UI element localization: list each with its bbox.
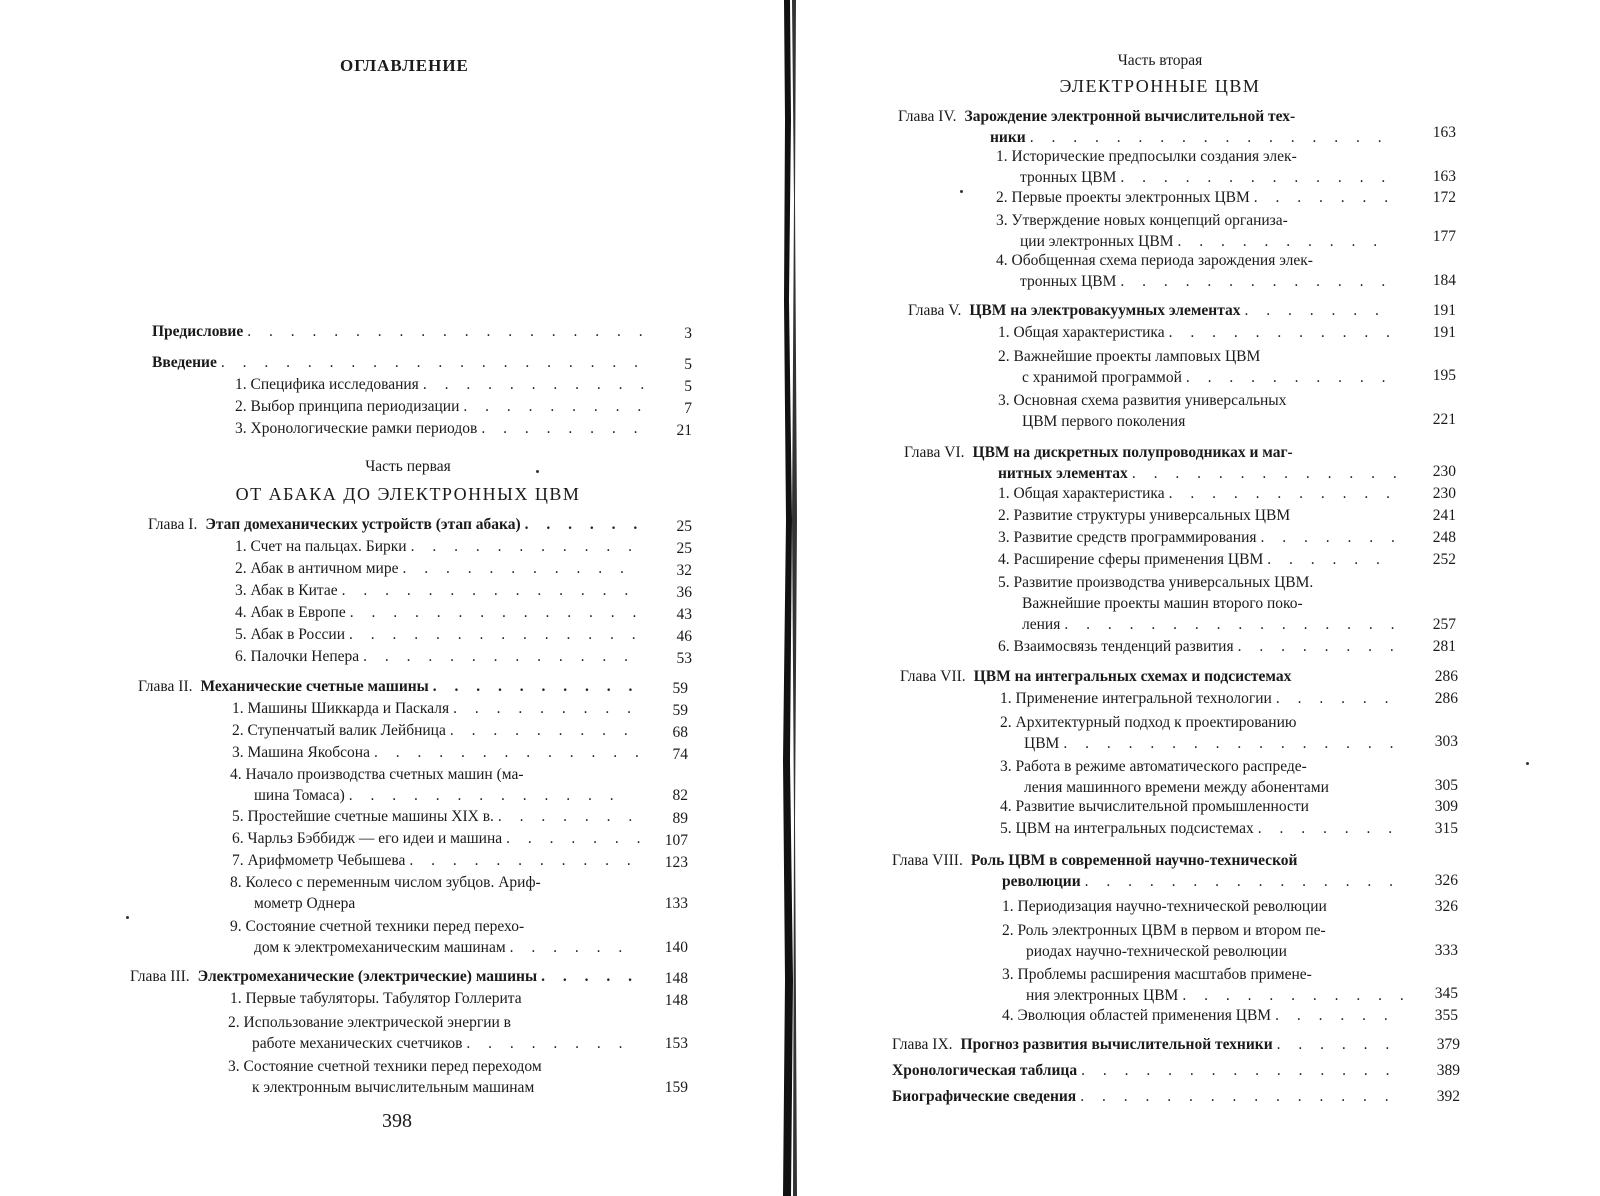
- toc-label: 1. Специфика исследования: [235, 376, 419, 393]
- toc-label: 1. Общая характеристика: [998, 324, 1165, 341]
- toc-label-line1: 8. Колесо с переменным числом зубцов. Ариф-: [230, 874, 541, 891]
- toc-label-line2: тронных ЦВМ: [1020, 169, 1117, 186]
- toc-label: Биографические сведения: [892, 1088, 1077, 1105]
- leader-dots: [433, 678, 640, 696]
- toc-chapter-3[interactable]: [130, 968, 644, 986]
- chapter-prefix: Глава VIII.: [892, 852, 963, 869]
- toc-label-line1: 2. Архитектурный подход к проектированию: [1000, 714, 1297, 731]
- leader-dots: [1245, 302, 1396, 320]
- leader-dots: [1169, 485, 1396, 503]
- toc-label-line1: 4. Начало производства счетных машин (ма-: [230, 766, 524, 783]
- toc-entry[interactable]: [235, 538, 644, 556]
- toc-label: 5. Абак в России: [235, 626, 345, 643]
- leader-dots: [1120, 271, 1396, 292]
- toc-label-line1: 3. Утверждение новых концепций организа-: [996, 212, 1288, 229]
- toc-label-line2: ления машинного времени между абонентами: [1024, 779, 1329, 796]
- toc-label: 3. Развитие средств программирования: [998, 529, 1257, 546]
- chapter-title-line2: нитных элементах: [998, 465, 1128, 482]
- leader-dots: [1275, 1007, 1404, 1025]
- toc-entry-chronology[interactable]: [892, 1062, 1408, 1080]
- chapter-prefix: Глава III.: [130, 968, 190, 985]
- toc-label: 4. Абак в Европе: [235, 604, 346, 621]
- toc-label: 6. Взаимосвязь тенденций развития: [998, 638, 1234, 655]
- toc-label: Хронологическая таблица: [892, 1062, 1078, 1079]
- contents-title: ОГЛАВЛЕНИЕ: [340, 56, 469, 75]
- leader-dots: [1261, 529, 1396, 547]
- chapter-title-line2: ники: [990, 129, 1026, 146]
- toc-page: 36: [676, 584, 692, 601]
- toc-entry[interactable]: [232, 830, 644, 848]
- toc-entry[interactable]: [235, 376, 652, 394]
- toc-page: 140: [664, 939, 688, 956]
- leader-dots: [450, 722, 640, 740]
- toc-page: 230: [1432, 463, 1456, 480]
- toc-label-line2: Важнейшие проекты машин второго поко-: [1022, 595, 1303, 612]
- toc-label: 1. Применение интегральной технологии: [1000, 690, 1272, 707]
- toc-label: 2. Выбор принципа периодизации: [235, 398, 460, 415]
- toc-label: 6. Палочки Непера: [235, 648, 360, 665]
- toc-page: 153: [664, 1035, 688, 1052]
- toc-page: 257: [1432, 616, 1456, 633]
- toc-entry-multiline[interactable]: [1002, 920, 1408, 962]
- toc-page: 163: [1432, 168, 1456, 185]
- toc-label: 1. Общая характеристика: [998, 485, 1165, 502]
- toc-page: 53: [676, 650, 692, 667]
- toc-entry[interactable]: [998, 324, 1400, 342]
- toc-label: 7. Арифмометр Чебышева: [232, 852, 406, 869]
- toc-label-line1: 2. Важнейшие проекты ламповых ЦВМ: [998, 348, 1261, 365]
- chapter-title: Этап домеханических устройств (этап абака): [205, 516, 521, 533]
- toc-entry[interactable]: [235, 420, 652, 438]
- scan-speck: [126, 916, 129, 919]
- toc-label: 1. Периодизация научно-технической революции: [1002, 898, 1327, 915]
- leader-dots: [1177, 231, 1396, 252]
- toc-label-line2: ния электронных ЦВМ: [1026, 987, 1179, 1004]
- toc-chapter-1[interactable]: [148, 516, 644, 534]
- leader-dots: [411, 538, 640, 556]
- toc-entry[interactable]: [232, 852, 644, 870]
- leader-dots: [1258, 820, 1404, 838]
- chapter-title-line1: Зарождение электронной вычислительной тех-: [964, 108, 1296, 125]
- toc-entry-multiline[interactable]: [230, 872, 634, 914]
- chapter-prefix: Глава V.: [908, 302, 962, 319]
- toc-entry[interactable]: [232, 700, 644, 718]
- toc-entry-multiline[interactable]: [998, 572, 1400, 635]
- toc-page: 389: [1436, 1062, 1460, 1079]
- chapter-prefix: Глава IV.: [898, 108, 957, 125]
- toc-label: 4. Эволюция областей применения ЦВМ: [1002, 1007, 1272, 1024]
- right-page: [800, 0, 1600, 1196]
- leader-dots: [1081, 1062, 1404, 1080]
- chapter-prefix: Глава II.: [138, 678, 193, 695]
- toc-label-line2: шина Томаса): [254, 787, 345, 804]
- toc-page: 305: [1434, 777, 1458, 794]
- leader-dots: [1169, 324, 1396, 342]
- toc-page: 345: [1434, 985, 1458, 1002]
- toc-page: 59: [672, 702, 688, 719]
- toc-label: 1. Первые табуляторы. Табулятор Голлерита: [230, 990, 522, 1007]
- leader-dots: [1182, 985, 1404, 1006]
- toc-entry[interactable]: [235, 398, 652, 416]
- toc-label: 6. Чарльз Бэббидж — его идеи и машина: [232, 830, 503, 847]
- toc-page: 286: [1434, 668, 1458, 685]
- leader-dots: [1120, 167, 1396, 188]
- toc-label-line2: ции электронных ЦВМ: [1020, 233, 1174, 250]
- toc-label: 1. Счет на пальцах. Бирки: [235, 538, 407, 555]
- toc-entry-multiline[interactable]: [996, 250, 1400, 292]
- toc-page: 241: [1432, 507, 1456, 524]
- left-page: [0, 0, 780, 1196]
- toc-entry-multiline[interactable]: [998, 346, 1400, 388]
- part-title: ОТ АБАКА ДО ЭЛЕКТРОННЫХ ЦВМ: [235, 484, 581, 504]
- toc-page: 82: [672, 787, 688, 804]
- leader-dots: [1276, 690, 1404, 708]
- toc-page: 5: [684, 378, 692, 395]
- toc-page: 172: [1432, 189, 1456, 206]
- toc-entry[interactable]: [998, 507, 1400, 525]
- chapter-title: ЦВМ на интегральных схемах и подсистемах: [973, 668, 1292, 685]
- leader-dots: [363, 648, 640, 666]
- toc-label-line1: 2. Использование электрической энергии в: [228, 1014, 511, 1031]
- part-title: ЭЛЕКТРОННЫЕ ЦВМ: [1059, 76, 1261, 96]
- toc-entry[interactable]: [235, 582, 644, 600]
- toc-page: 25: [676, 518, 692, 535]
- toc-label-line1: 3. Состояние счетной техники перед переходом: [228, 1058, 542, 1075]
- leader-dots: [466, 1033, 630, 1054]
- toc-entry[interactable]: [1000, 820, 1408, 838]
- toc-label-line2: ЦВМ первого поколения: [1022, 413, 1186, 430]
- leader-dots: [525, 516, 640, 534]
- chapter-title: ЦВМ на электровакуумных элементах: [969, 302, 1241, 319]
- leader-dots: [350, 604, 640, 622]
- toc-entry[interactable]: [998, 529, 1400, 547]
- toc-page: 303: [1434, 733, 1458, 750]
- toc-label: 4. Расширение сферы применения ЦВМ: [998, 551, 1264, 568]
- toc-page: 43: [676, 606, 692, 623]
- toc-page: 89: [672, 810, 688, 827]
- chapter-title: Механические счетные машины: [200, 678, 429, 695]
- book-gutter: [778, 0, 802, 1196]
- leader-dots: [541, 968, 640, 986]
- toc-page: 7: [684, 400, 692, 417]
- toc-label-line2: работе механических счетчиков: [252, 1035, 463, 1052]
- leader-dots: [1186, 367, 1396, 388]
- toc-entry-multiline[interactable]: [230, 916, 634, 958]
- chapter-prefix: Глава IX.: [892, 1036, 953, 1053]
- toc-page: 59: [672, 680, 688, 697]
- toc-chapter-8[interactable]: [892, 850, 1408, 892]
- leader-dots: [481, 420, 648, 438]
- leader-dots: [423, 376, 648, 394]
- toc-page: 326: [1434, 898, 1458, 915]
- toc-entry[interactable]: [998, 638, 1400, 656]
- scan-speck: [960, 190, 963, 193]
- toc-label: 2. Первые проекты электронных ЦВМ: [996, 189, 1250, 206]
- chapter-title-line1: ЦВМ на дискретных полупроводниках и маг-: [972, 444, 1293, 461]
- toc-page: 123: [664, 854, 688, 871]
- leader-dots: [1030, 127, 1396, 148]
- toc-page: 281: [1432, 638, 1456, 655]
- toc-page: 5: [684, 356, 692, 373]
- toc-page: 159: [664, 1079, 688, 1096]
- toc-label-line1: 9. Состояние счетной техники перед перехо-: [230, 918, 525, 935]
- toc-page: 286: [1434, 690, 1458, 707]
- leader-dots: [342, 582, 640, 600]
- leader-dots: [1238, 638, 1396, 656]
- toc-label: 4. Развитие вычислительной промышленности: [1000, 798, 1309, 815]
- toc-entry-multiline[interactable]: [1000, 712, 1408, 754]
- leader-dots: [1277, 1036, 1404, 1054]
- toc-entry[interactable]: [235, 604, 644, 622]
- leader-dots: [1254, 189, 1396, 207]
- toc-page: 32: [676, 562, 692, 579]
- leader-dots: [453, 700, 640, 718]
- leader-dots: [409, 852, 640, 870]
- leader-dots: [247, 323, 648, 341]
- toc-entry-multiline[interactable]: [998, 390, 1400, 432]
- toc-entry[interactable]: [230, 990, 634, 1008]
- leader-dots: [374, 744, 640, 762]
- toc-page: 191: [1432, 302, 1456, 319]
- toc-entry[interactable]: [1000, 690, 1408, 708]
- toc-page: 107: [664, 832, 688, 849]
- toc-label-line2: ЦВМ: [1024, 735, 1060, 752]
- toc-label-line1: 1. Исторические предпосылки создания элек-: [996, 148, 1297, 165]
- toc-page: 148: [664, 970, 688, 987]
- toc-label-line1: 3. Основная схема развития универсальных: [998, 392, 1287, 409]
- part-heading: Часть первая: [365, 458, 451, 475]
- toc-page: 355: [1434, 1007, 1458, 1024]
- toc-entry[interactable]: [235, 560, 644, 578]
- toc-entry[interactable]: [996, 189, 1400, 207]
- toc-page: 315: [1434, 820, 1458, 837]
- toc-label: 3. Абак в Китае: [235, 582, 338, 599]
- toc-label: 5. ЦВМ на интегральных подсистемах: [1000, 820, 1254, 837]
- toc-entry[interactable]: [1002, 898, 1408, 916]
- chapter-title: Электромеханические (электрические) машины: [197, 968, 538, 985]
- leader-dots: [1132, 463, 1396, 484]
- toc-page: 333: [1434, 942, 1458, 959]
- toc-entry[interactable]: [1002, 1007, 1408, 1025]
- toc-label-line2: с хранимой программой: [1022, 369, 1182, 386]
- toc-page: 74: [672, 746, 688, 763]
- toc-page: 3: [684, 325, 692, 342]
- toc-label: Предисловие: [152, 323, 244, 340]
- toc-entry-multiline[interactable]: [228, 1056, 634, 1098]
- leader-dots: [349, 785, 630, 806]
- toc-label: 5. Простейшие счетные машины XIX в.: [232, 808, 494, 825]
- toc-page: 221: [1432, 411, 1456, 428]
- toc-label-line1: 2. Роль электронных ЦВМ в первом и втором пе-: [1002, 922, 1326, 939]
- chapter-title: Прогноз развития вычислительной техники: [960, 1036, 1273, 1053]
- toc-entry-multiline[interactable]: [228, 1012, 634, 1054]
- chapter-prefix: Глава VI.: [904, 444, 965, 461]
- toc-entry[interactable]: [232, 722, 644, 740]
- toc-label: 2. Абак в античном мире: [235, 560, 399, 577]
- toc-label: 3. Машина Якобсона: [232, 744, 370, 761]
- chapter-title-line2: революции: [1002, 873, 1081, 890]
- toc-label-line2: к электронным вычислительным машинам: [252, 1079, 535, 1096]
- leader-dots: [1063, 733, 1404, 754]
- toc-chapter-9[interactable]: [892, 1036, 1408, 1054]
- toc-label-line2: мометр Однера: [254, 895, 356, 912]
- toc-chapter-7[interactable]: [900, 668, 1408, 686]
- toc-page: 177: [1432, 228, 1456, 245]
- leader-dots: [1064, 614, 1396, 635]
- toc-entry-multiline[interactable]: [996, 210, 1400, 252]
- toc-entry-biographies[interactable]: [892, 1088, 1408, 1106]
- toc-entry[interactable]: [998, 551, 1400, 569]
- leader-dots: [463, 398, 648, 416]
- toc-label-line1: 3. Работа в режиме автоматического распреде-: [1000, 758, 1307, 775]
- toc-label-line3: ления: [1022, 616, 1061, 633]
- toc-entry-intro[interactable]: [152, 354, 652, 372]
- toc-entry[interactable]: [1000, 798, 1408, 816]
- toc-page: 21: [676, 422, 692, 439]
- toc-chapter-4[interactable]: [898, 106, 1400, 148]
- part-heading: Часть вторая: [1117, 52, 1203, 69]
- leader-dots: [349, 626, 640, 644]
- chapter-prefix: Глава I.: [148, 516, 198, 533]
- toc-label-line2: риодах научно-технической революции: [1026, 943, 1287, 960]
- chapter-title-line1: Роль ЦВМ в современной научно-технической: [970, 852, 1298, 869]
- toc-entry[interactable]: [232, 808, 644, 826]
- toc-entry-preface[interactable]: [152, 323, 652, 341]
- toc-page: 392: [1436, 1088, 1460, 1105]
- toc-page: 191: [1432, 324, 1456, 341]
- toc-entry-multiline[interactable]: [996, 146, 1400, 188]
- toc-entry[interactable]: [998, 485, 1400, 503]
- toc-page: 248: [1432, 529, 1456, 546]
- toc-entry[interactable]: [235, 648, 644, 666]
- toc-page: 25: [676, 540, 692, 557]
- scan-speck: [1526, 762, 1529, 765]
- scan-speck: [536, 470, 539, 473]
- toc-page: 379: [1436, 1036, 1460, 1053]
- toc-page: 68: [672, 724, 688, 741]
- leader-dots: [510, 937, 630, 958]
- toc-page: 195: [1432, 367, 1456, 384]
- toc-page: 230: [1432, 485, 1456, 502]
- toc-entry[interactable]: [235, 626, 644, 644]
- toc-entry-multiline[interactable]: [1002, 964, 1408, 1006]
- toc-page: 133: [664, 895, 688, 912]
- toc-chapter-6[interactable]: [904, 442, 1400, 484]
- toc-label: 2. Развитие структуры универсальных ЦВМ: [998, 507, 1291, 524]
- leader-dots: [1085, 871, 1404, 892]
- toc-label: 2. Ступенчатый валик Лейбница: [232, 722, 446, 739]
- toc-chapter-2[interactable]: [138, 678, 644, 696]
- toc-chapter-5[interactable]: [908, 302, 1400, 320]
- toc-page: 309: [1434, 798, 1458, 815]
- toc-label: Введение: [152, 354, 217, 371]
- toc-label-line1: 4. Обобщенная схема периода зарождения элек-: [996, 252, 1313, 269]
- toc-page: 148: [664, 992, 688, 1009]
- page-number: 398: [382, 1110, 412, 1132]
- toc-entry-multiline[interactable]: [1000, 756, 1408, 798]
- toc-label-line1: 5. Развитие производства универсальных ЦВМ.: [998, 574, 1314, 591]
- toc-page: 326: [1434, 872, 1458, 889]
- toc-page: 184: [1432, 272, 1456, 289]
- toc-page: 46: [676, 628, 692, 645]
- toc-label-line1: 3. Проблемы расширения масштабов примене-: [1002, 966, 1312, 983]
- leader-dots: [1267, 551, 1396, 569]
- leader-dots: [498, 808, 640, 826]
- toc-label-line2: дом к электромеханическим машинам: [254, 939, 506, 956]
- leader-dots: [402, 560, 640, 578]
- toc-entry[interactable]: [232, 744, 644, 762]
- leader-dots: [1080, 1088, 1404, 1106]
- leader-dots: [221, 354, 648, 372]
- leader-dots: [506, 830, 640, 848]
- toc-label-line2: тронных ЦВМ: [1020, 273, 1117, 290]
- toc-label: 1. Машины Шиккарда и Паскаля: [232, 700, 450, 717]
- toc-page: 252: [1432, 551, 1456, 568]
- chapter-prefix: Глава VII.: [900, 668, 966, 685]
- toc-entry-multiline[interactable]: [230, 764, 634, 806]
- toc-label: 3. Хронологические рамки периодов: [235, 420, 478, 437]
- toc-page: 163: [1432, 124, 1456, 141]
